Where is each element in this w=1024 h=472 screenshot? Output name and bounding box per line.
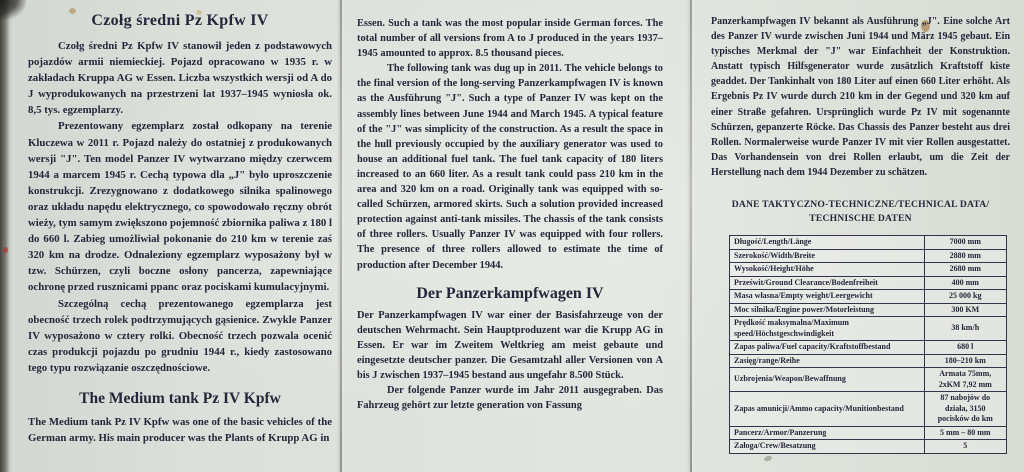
- tech-table-label: Pancerz/Armor/Panzerung: [730, 426, 925, 440]
- tech-table-value: 7000 mm: [924, 236, 1006, 250]
- tech-table-row: [730, 426, 1007, 440]
- tech-table-label: Prędkość maksymalna/Maximum speed/Höchstgeschwindigkeit: [730, 317, 925, 341]
- german-paragraph-2: Der folgende Panzer wurde im Jahr 2011 ausgegraben. Das Fahrzeug gehört zur letzte generation von Fassung: [357, 385, 663, 412]
- stain-mark: [763, 455, 772, 462]
- tech-table-row: [730, 341, 1007, 355]
- german-paragraph-1: Der Panzerkampfwagen IV war einer der Basisfahrzeuge von der deutschen Wehrmacht. Sein Hauptproduzent war die Krupp AG in Essen. Er war im Zweitem Weltkrieg am meist gebaute und eingesetzte deutscher panzer. Die Gesamtzahl aller Versionen von A bis J zwischen 1937–1945 bestand aus ungefahr 8.500 Stück.: [357, 309, 663, 381]
- tech-table-value: Armata 75mm, 2xKM 7,92 mm: [924, 368, 1006, 392]
- tech-table-row: [730, 354, 1007, 368]
- tech-table-value: 400 mm: [924, 276, 1006, 290]
- tech-table-value: 25 000 kg: [924, 290, 1006, 304]
- tech-table-row: [730, 392, 1007, 427]
- tech-table-label: Zapas paliwa/Fuel capacity/Kraftstoffbestand: [730, 341, 925, 355]
- tech-table-value: 2680 mm: [924, 263, 1006, 277]
- tech-table-label: Moc silnika/Engine power/Motorleistung: [730, 303, 925, 317]
- column-english-german: [357, 16, 663, 413]
- tech-table-label: Zasięg/range/Reihe: [730, 354, 925, 368]
- tech-table-row: [730, 276, 1007, 290]
- tech-table-row: [730, 317, 1007, 341]
- tech-table-label: Długość/Length/Länge: [730, 236, 925, 250]
- english-paragraph-2: Essen. Such a tank was the most popular inside German forces. The total number of all versions from A to J produced in the years 1937–1945 amounted to approx. 8.5 thousand pieces.: [357, 18, 663, 60]
- tech-table-label: Szerokość/Width/Breite: [730, 249, 925, 263]
- tech-table-value: 87 nabojów do działa, 3150 pocisków do km: [924, 392, 1006, 427]
- tech-table-row: [730, 290, 1007, 304]
- column-german-tech: [711, 14, 1010, 454]
- tech-table-label: Prześwit/Ground Clearance/Bodenfreiheit: [730, 276, 925, 290]
- tech-table-label: Zapas amunicji/Ammo capacity/Munitionbestand: [730, 392, 925, 427]
- tech-table-body: [730, 236, 1007, 454]
- tech-table-value: 5 mm – 80 mm: [924, 426, 1006, 440]
- column-polish: [28, 8, 332, 446]
- polish-paragraph-2: Prezentowany egzemplarz został odkopany na terenie Kluczewa w 2011 r. Pojazd należy do ostatniej z produkowanych wersji "J". Ten model Panzer IV wytwarzano między czerwcem 1944 a marcem 1945 r. Cechą typowa dla „J" było uproszczenie konstrukcji. Zrezygnowano z dodatkowego silnika spalinowego oraz układu napędu elektrycznego, co spowodowało ręczny obrót wieży, tym samym zwiększono pojemność zbiornika paliwa z 180 l do 660 l. Zabieg umożliwiał pokonanie do 210 km w terenie zaś 320 km na drodze. Odnaleziony egzemplarz wyposażony był w tzw. Schürzen, czyli boczne osłony pancerza, zapewniające ochronę przed rusznicami ppanc oraz pociskami kumulacyjnymi.: [28, 120, 332, 294]
- tech-table-row: [730, 263, 1007, 277]
- tech-table-value: 300 KM: [924, 303, 1006, 317]
- tech-data-title-line1: DANE TAKTYCZNO-TECHNICZNE/TECHNICAL DATA/: [731, 199, 990, 211]
- tech-table-value: 680 l: [924, 341, 1006, 355]
- fold-line-right: [690, 0, 692, 472]
- english-paragraph-1: The Medium tank Pz IV Kpfw was one of the basic vehicles of the German army. His main producer was the Plants of Krupp AG in: [28, 415, 332, 445]
- tech-table-row: [730, 249, 1007, 263]
- fold-line-left: [340, 0, 342, 472]
- tech-table-value: 180–210 km: [924, 354, 1006, 368]
- panel-left-edge-shadow: [0, 0, 12, 472]
- tech-table-value: 2880 mm: [924, 249, 1006, 263]
- english-title: The Medium tank Pz IV Kpfw: [79, 389, 281, 407]
- tech-table-row: [730, 303, 1007, 317]
- polish-paragraph-1: Czołg średni Pz Kpfw IV stanowił jeden z podstawowych pojazdów armii niemieckiej. Pojazd opracowano w 1935 r. w zakładach Kruppa AG w Essen. Liczba wszystkich wersji od A do J wyprodukowanych na przestrzeni lat 1937–1945 wyniosła ok. 8,5 tys. egzemplarzy.: [28, 40, 332, 117]
- german-title: Der Panzerkampfwagen IV: [416, 284, 604, 302]
- tech-table-label: Uzbrojenia/Weapon/Bewaffnung: [730, 368, 925, 392]
- tech-table-row: [730, 236, 1007, 250]
- tech-data-title: [711, 198, 1010, 226]
- panel-corner-shadow: [0, 0, 26, 20]
- tech-data-table: [729, 235, 1007, 454]
- tech-table-label: Masa własna/Empty weight/Leergewicht: [730, 290, 925, 304]
- english-paragraph-3: The following tank was dug up in 2011. The vehicle belongs to the final version of the long-serving Panzerkampfwagen IV is known as the Ausführung "J". Such a type of Panzer IV was kept on the assembly lines between June 1944 and March 1945. A typical feature of the "J" was simplicity of the construction. As a result the space in the hull previously occupied by the auxiliary generator was used to house an additional fuel tank. The fuel tank capacity of 180 liters increased to an 660 liter. As a result tank could pass 210 km in the area and 320 km on a road. Originally tank was equipped with so-called Schürzen, armored skirts. Such a solution provided increased protection against anti-tank missiles. The chassis of the tank consists of three rollers. Usually Panzer IV was equipped with four rollers. The presence of three rollers allowed to estimate the time of production after December 1944.: [357, 63, 663, 271]
- polish-paragraph-3: Szczególną cechą prezentowanego egzemplarza jest obecność trzech rolek podtrzymujących gąsienice. Zwykle Panzer IV wyposażono w cztery rolki. Obecność trzech pozwala ocenić czas produkcji pojazdu po grudniu 1944 r., kiedy zastosowano tego typu rozwiązanie oszczędnościowe.: [28, 297, 332, 374]
- tech-table-label: Wysokość/Height/Höhe: [730, 263, 925, 277]
- stain-mark: [3, 247, 8, 253]
- tech-table-row: [730, 440, 1007, 454]
- tech-table-value: 5: [924, 440, 1006, 454]
- tech-table-label: Załoga/Crew/Besatzung: [730, 440, 925, 454]
- german-paragraph-3: Panzerkampfwagen IV bekannt als Ausführung „J". Eine solche Art des Panzer IV wurde zwischen Juni 1944 und März 1945 gebaut. Ein typisches Merkmal der "J" war Einfachheit der Konstruktion. Anstatt typisch Hilfsgenerator wurde zusätzlich Kraftstoff kiste geaddet. Der Tankinhalt von 180 Liter auf einen 660 Liter erhöht. Als Ergebnis Pz IV wurde durch 210 km in der Gegend und 320 km auf einer Straße gefahren. Ursprünglich wurde Pz IV mit sogenannte Schürzen, gepanzerte Röcke. Das Chassis des Panzer besteht aus drei Rollen. Normalerweise wurde Panzer IV mit vier Rollen ausgestattet. Das Vorhandensein von drei Rollen erlaubt, um die Zeit der Herstellung nach dem 1944 Dezember zu schätzen.: [711, 16, 1010, 178]
- polish-title: Czołg średni Pz Kpfw IV: [91, 12, 269, 29]
- tech-data-title-line2: TECHNISCHE DATEN: [809, 213, 912, 225]
- tech-table-row: [730, 368, 1007, 392]
- tech-table-value: 38 km/h: [924, 317, 1006, 341]
